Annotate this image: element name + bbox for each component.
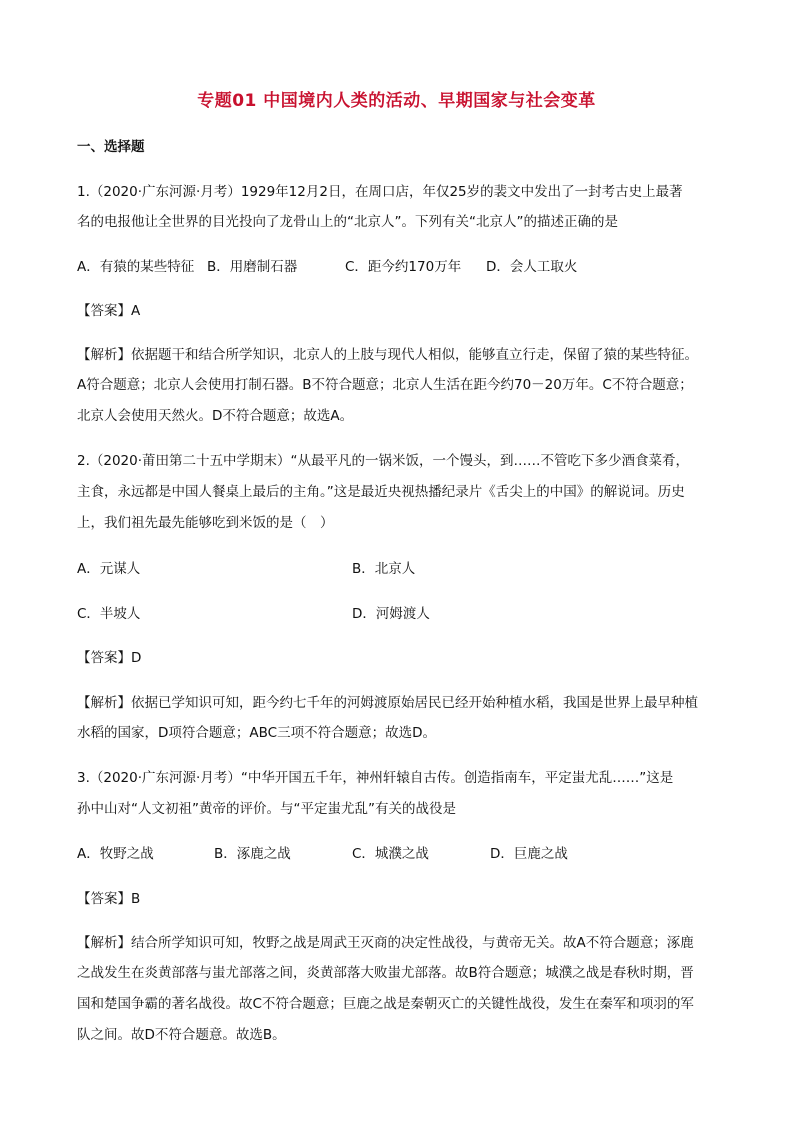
- question-2-stem-line-3: 上，我们祖先最先能够吃到米饭的是（ ）: [77, 515, 334, 531]
- question-3-option-c: C．城濮之战: [352, 846, 429, 862]
- question-3-stem-line-1: 3.（2020·广东河源·月考）“中华开国五千年，神州轩辕自古传。创造指南车，平定蚩尤乱……”这是: [77, 770, 674, 786]
- question-2-answer: 【答案】D: [77, 650, 142, 666]
- question-1-analysis-line-2: A符合题意；北京人会使用打制石器。B不符合题意；北京人生活在距今约70－20万年。C不符合题意；: [77, 377, 693, 393]
- section-heading: 一、选择题: [77, 139, 145, 155]
- question-1-stem-line-2: 名的电报他让全世界的目光投向了龙骨山上的“北京人”。下列有关“北京人”的描述正确的是: [77, 214, 618, 230]
- question-1-option-c: C．距今约170万年: [345, 259, 462, 275]
- question-2-option-b: B．北京人: [352, 561, 416, 577]
- question-3-option-b: B．涿鹿之战: [214, 846, 291, 862]
- question-2-analysis-line-1: 【解析】依据已学知识可知，距今约七千年的河姆渡原始居民已经开始种植水稻，我国是世界上最早种植: [77, 695, 698, 711]
- question-1-option-a: A．有猿的某些特征: [77, 259, 195, 275]
- document-title: 专题01 中国境内人类的活动、早期国家与社会变革: [197, 91, 596, 111]
- question-1-stem-line-1: 1.（2020·广东河源·月考）1929年12月2日，在周口店，年仅25岁的裴文中发出了一封考古史上最著: [77, 184, 683, 200]
- question-1-option-d: D．会人工取火: [486, 259, 578, 275]
- question-3-analysis-line-4: 队之间。故D不符合题意。故选B。: [77, 1027, 286, 1043]
- question-3-analysis-line-1: 【解析】结合所学知识可知，牧野之战是周武王灭商的决定性战役，与黄帝无关。故A不符合题意；涿鹿: [77, 935, 694, 951]
- question-3-stem-line-2: 孙中山对“人文初祖”黄帝的评价。与“平定蚩尤乱”有关的战役是: [77, 801, 456, 817]
- question-1-analysis-line-1: 【解析】依据题干和结合所学知识，北京人的上肢与现代人相似，能够直立行走，保留了猿的某些特征。: [77, 347, 698, 363]
- question-1-answer: 【答案】A: [77, 303, 141, 319]
- question-2-option-c: C．半坡人: [77, 606, 141, 622]
- question-3-analysis-line-2: 之战发生在炎黄部落与蚩尤部落之间，炎黄部落大败蚩尤部落。故B符合题意；城濮之战是春秋时期，晋: [77, 965, 694, 981]
- question-2-option-d: D．河姆渡人: [352, 606, 430, 622]
- question-3-answer: 【答案】B: [77, 891, 141, 907]
- question-1-analysis-line-3: 北京人会使用天然火。D不符合题意；故选A。: [77, 408, 354, 424]
- question-2-analysis-line-2: 水稻的国家，D项符合题意；ABC三项不符合题意；故选D。: [77, 725, 436, 741]
- question-3-option-a: A．牧野之战: [77, 846, 154, 862]
- question-1-option-b: B．用磨制石器: [207, 259, 298, 275]
- question-2-stem-line-2: 主食，永远都是中国人餐桌上最后的主角。”这是最近央视热播纪录片《舌尖上的中国》的解说词。历史: [77, 484, 685, 500]
- question-2-stem-line-1: 2.（2020·莆田第二十五中学期末）“从最平凡的一锅米饭，一个馒头，到……不管吃下多少酒食菜肴，: [77, 453, 690, 469]
- question-2-option-a: A．元谋人: [77, 561, 141, 577]
- question-3-option-d: D．巨鹿之战: [490, 846, 568, 862]
- question-3-analysis-line-3: 国和楚国争霸的著名战役。故C不符合题意；巨鹿之战是秦朝灭亡的关键性战役，发生在秦军和项羽的军: [77, 996, 694, 1012]
